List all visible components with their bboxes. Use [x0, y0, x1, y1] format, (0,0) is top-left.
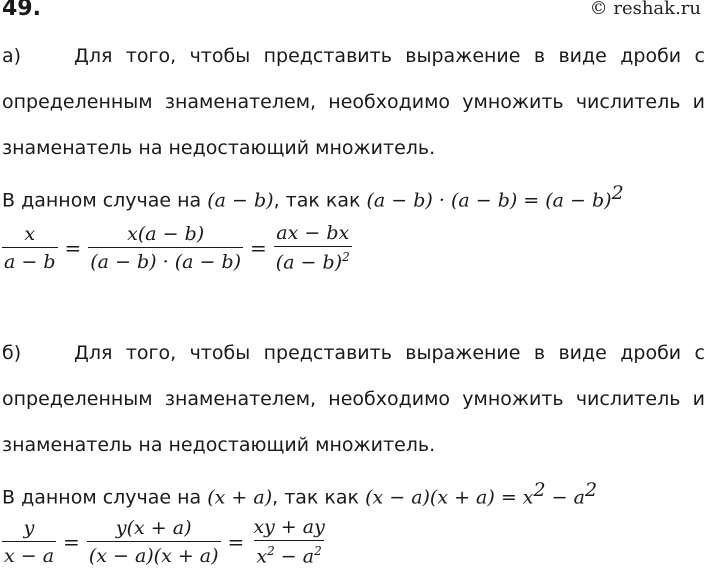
- part-b-case-line: [2, 475, 597, 512]
- part-b-case-exponent-2: 2: [584, 479, 598, 501]
- part-a-case-exponent: 2: [611, 182, 624, 204]
- part-a-case-factor: (a − b): [207, 189, 274, 212]
- part-b-case-expression-tail: − a: [545, 486, 585, 509]
- part-a-line-2: определенным знаменателем, необходимо умножить числитель и: [2, 91, 705, 113]
- part-b-fraction-3-denominator-exponent-2: 2: [314, 544, 322, 558]
- part-b-fraction-2-numerator: y(x + a): [115, 516, 192, 539]
- part-b-line-1-text: Для того, чтобы представить выражение в виде дроби с: [74, 342, 705, 364]
- part-b-equals-1: =: [63, 529, 80, 554]
- part-b-case-exponent-1: 2: [533, 479, 546, 501]
- part-b-fraction-1-numerator: y: [23, 516, 35, 539]
- part-b-fraction-3-denominator-base: x: [256, 545, 268, 568]
- part-a-line-1: [2, 33, 705, 79]
- part-b-fraction-2: [87, 517, 221, 567]
- part-a-fraction-1: [2, 223, 58, 273]
- problem-number: 49.: [2, 0, 41, 21]
- part-b-line-1: [2, 330, 705, 376]
- part-b-fraction-3-denominator-exponent-1: 2: [267, 544, 275, 558]
- part-b-fraction-3-numerator: xy + ay: [253, 516, 325, 538]
- part-b-label: б): [2, 342, 22, 364]
- part-a-fraction-2-denominator: (a − b) · (a − b): [88, 247, 243, 273]
- part-a-case-prefix: В данном случае на: [2, 189, 208, 212]
- part-b-case-prefix: В данном случае на: [2, 486, 208, 509]
- part-b-fraction-2-denominator: (x − a)(x + a): [87, 541, 221, 567]
- part-a-fraction-3-numerator: ax − bx: [276, 222, 350, 244]
- part-a-fraction-1-denominator: a − b: [2, 247, 58, 273]
- part-a-case-line: [2, 178, 624, 215]
- part-a-fraction-2: [88, 223, 243, 273]
- part-b-paragraph: [2, 330, 705, 468]
- part-b-case-middle: , так как: [272, 486, 366, 509]
- part-a-fraction-3-denominator-base: (a − b): [275, 251, 343, 274]
- part-a-case-expression: (a − b) · (a − b) = (a − b): [366, 189, 612, 212]
- part-a-equation: [0, 222, 354, 273]
- part-a-fraction-3-denominator: [274, 246, 352, 273]
- part-b-line-2: определенным знаменателем, необходимо умножить числитель и: [2, 388, 705, 410]
- part-b-fraction-1-denominator: x − a: [2, 541, 56, 567]
- part-a-line-3: знаменатель на недостающий множитель.: [2, 137, 436, 159]
- part-a-paragraph: [2, 33, 705, 171]
- part-b-fraction-3: [251, 516, 327, 567]
- part-a-fraction-2-numerator: x(a − b): [127, 222, 205, 245]
- part-a-equals-1: =: [64, 235, 82, 260]
- part-a-equals-2: =: [250, 235, 267, 260]
- part-b-equals-2: =: [227, 529, 245, 554]
- part-a-case-middle: , так как: [273, 189, 367, 212]
- part-b-fraction-3-denominator-mid: − a: [274, 545, 315, 568]
- part-b-case-factor: (x + a): [207, 486, 273, 509]
- part-b-fraction-1: [2, 517, 56, 567]
- part-b-line-3: знаменатель на недостающий множитель.: [2, 434, 436, 456]
- part-b-equation: [0, 516, 329, 567]
- part-b-case-expression: (x − a)(x + a) = x: [365, 486, 534, 509]
- part-a-fraction-3: [274, 222, 352, 273]
- part-a-line-1-text: Для того, чтобы представить выражение в виде дроби с: [74, 45, 705, 67]
- part-a-fraction-3-denominator-exponent: 2: [342, 250, 350, 264]
- watermark: © reshak.ru: [589, 0, 701, 19]
- part-a-fraction-1-numerator: x: [24, 222, 36, 245]
- part-b-fraction-3-denominator: [254, 540, 323, 567]
- part-a-label: а): [2, 45, 22, 67]
